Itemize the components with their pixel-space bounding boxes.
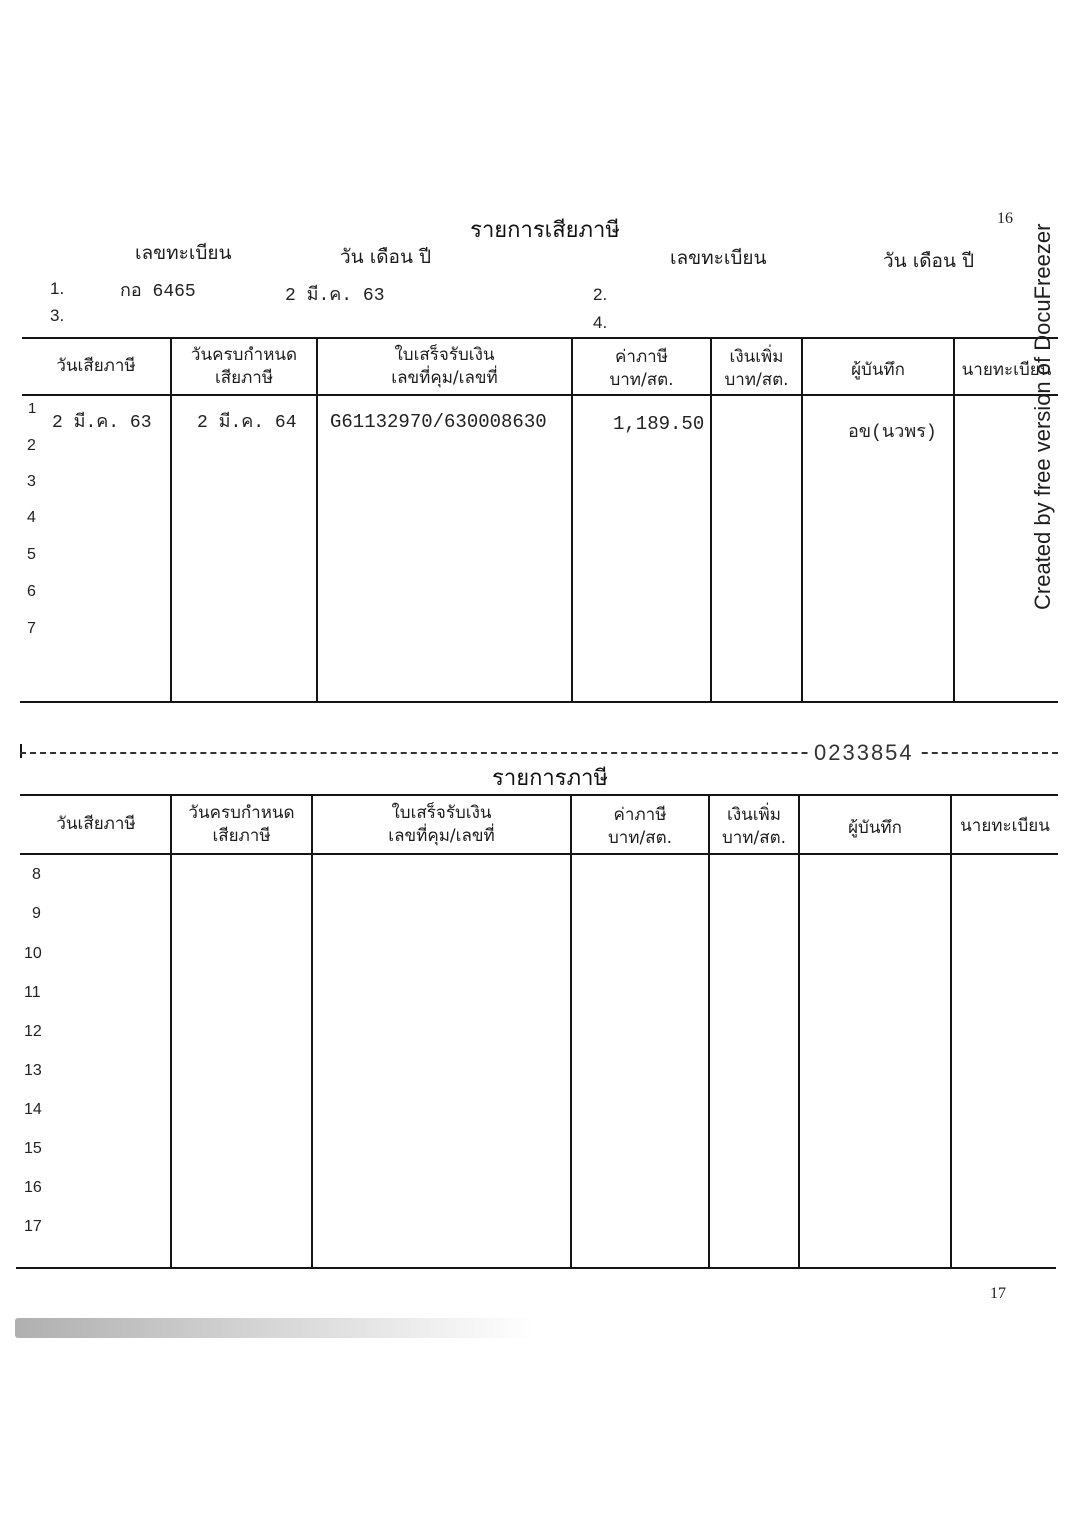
column-divider	[570, 794, 572, 1268]
row-number: 14	[24, 1101, 42, 1118]
cell-recorder: อข(นวพร)	[848, 423, 937, 443]
header-tax	[573, 341, 710, 396]
header-line: นายทะเบียน	[961, 360, 1052, 381]
header-line: เลขที่คุม/เลขที่	[388, 825, 495, 846]
watermark-text: Created by free version of DocuFreezer	[1030, 223, 1055, 610]
registration-label-left: เลขทะเบียน	[135, 242, 232, 264]
row-number: 9	[32, 905, 41, 922]
row-number: 8	[32, 866, 41, 883]
row-number: 11	[24, 984, 41, 1001]
header-line: ผู้บันทึก	[848, 818, 902, 839]
entry-date: 2 มี.ค. 63	[285, 286, 385, 306]
row-number: 1	[28, 400, 37, 417]
cell-receipt: G61132970/630008630	[330, 411, 547, 433]
header-line: บาท/สต.	[607, 827, 673, 848]
header-line: เงินเพิ่ม	[729, 346, 784, 367]
header-line: เสียภาษี	[212, 825, 271, 846]
header-line: วันเสียภาษี	[56, 356, 136, 377]
header-paid-date	[22, 796, 170, 853]
cell-due-date: 2 มี.ค. 64	[197, 413, 297, 433]
column-divider	[708, 794, 710, 1268]
row-number: 5	[27, 546, 36, 563]
header-line: ผู้บันทึก	[851, 360, 905, 381]
header-registrar	[952, 798, 1058, 855]
date-label-right: วัน เดือน ปี	[883, 250, 975, 272]
page-number-top: 16	[997, 210, 1013, 227]
header-line: เลขที่คุม/เลขที่	[391, 367, 498, 388]
cell-paid-date: 2 มี.ค. 63	[52, 413, 152, 433]
header-tax	[572, 798, 708, 855]
entry-number: 2.	[593, 285, 608, 304]
cell-tax: 1,189.50	[613, 413, 705, 435]
header-recorder	[803, 343, 953, 398]
serial-number: 0233854	[810, 740, 918, 766]
tax-list-title: รายการภาษี	[492, 766, 608, 791]
scan-artifact	[15, 1318, 535, 1338]
entry-number: 1.	[50, 279, 65, 298]
header-line: บาท/สต.	[721, 827, 787, 848]
row-number: 3	[27, 473, 36, 490]
header-line: ใบเสร็จรับเงิน	[391, 802, 492, 823]
tax-payment-title: รายการเสียภาษี	[470, 218, 620, 243]
row-number: 4	[27, 509, 36, 526]
column-divider	[798, 794, 800, 1268]
row-number: 2	[27, 437, 36, 454]
row-number: 15	[24, 1140, 42, 1157]
row-number: 17	[24, 1218, 42, 1235]
entry-registration: กอ 6465	[120, 282, 196, 302]
row-number: 6	[27, 583, 36, 600]
row-number: 10	[24, 945, 42, 962]
date-label-left: วัน เดือน ปี	[340, 246, 432, 268]
row-number: 7	[27, 620, 36, 637]
header-due-date	[172, 339, 316, 394]
header-line: วันครบกำหนด	[190, 344, 298, 365]
header-surcharge	[712, 341, 801, 396]
entry-number: 3.	[50, 306, 65, 325]
header-due-date	[172, 796, 311, 853]
row-number: 12	[24, 1023, 42, 1040]
column-divider	[950, 794, 952, 1268]
entry-number: 4.	[593, 313, 608, 332]
header-line: เสียภาษี	[214, 367, 274, 388]
header-recorder	[800, 800, 950, 857]
table-rule	[20, 701, 1058, 703]
column-divider	[170, 794, 172, 1268]
registration-label-right: เลขทะเบียน	[670, 247, 767, 269]
header-line: ค่าภาษี	[613, 804, 667, 825]
header-line: นายทะเบียน	[960, 816, 1050, 837]
page-number-bottom: 17	[990, 1285, 1006, 1302]
header-line: ค่าภาษี	[615, 346, 668, 367]
perforation-tick	[20, 744, 22, 758]
column-divider	[311, 794, 313, 1268]
table-rule	[16, 1267, 1056, 1269]
row-number: 13	[24, 1062, 42, 1079]
header-line: วันเสียภาษี	[56, 814, 136, 835]
header-line: วันครบกำหนด	[188, 802, 295, 823]
header-receipt	[313, 796, 570, 853]
header-surcharge	[710, 798, 798, 855]
header-receipt	[318, 339, 571, 394]
header-line: บาท/สต.	[724, 369, 789, 390]
header-line: เงินเพิ่ม	[727, 804, 781, 825]
header-line: บาท/สต.	[609, 369, 674, 390]
header-line: ใบเสร็จรับเงิน	[394, 344, 495, 365]
header-paid-date	[22, 339, 170, 394]
row-number: 16	[24, 1179, 42, 1196]
